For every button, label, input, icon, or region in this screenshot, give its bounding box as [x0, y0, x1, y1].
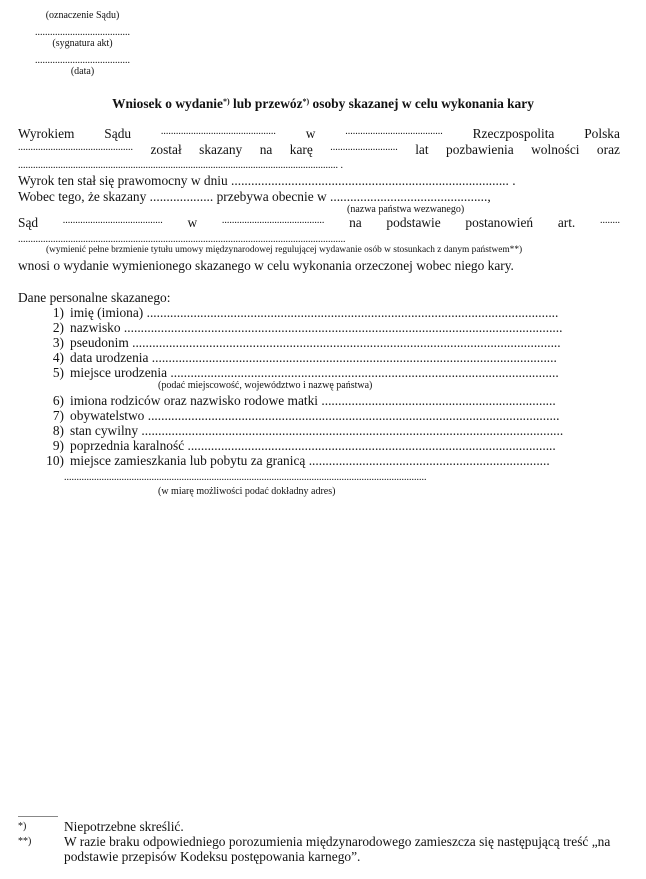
- case-number-label: (sygnatura akt): [52, 38, 113, 49]
- convicted-person-field[interactable]: ..............................................: [18, 142, 133, 153]
- item-label: poprzednia karalność ..............................................................................................................: [70, 438, 556, 453]
- date-field[interactable]: ......................................: [35, 55, 130, 66]
- current-location-line[interactable]: Wobec tego, że skazany ................... przebywa obecnie w ...............................................,: [18, 189, 491, 204]
- footnote-text-2: W razie braku odpowiedniego porozumienia międzynarodowego zamieszcza się następującą treść „na: [64, 834, 611, 849]
- requested-state-label: (nazwa państwa wezwanego): [347, 204, 465, 215]
- item-number: 10): [46, 453, 64, 468]
- personal-data-item-surname[interactable]: [30, 320, 562, 336]
- personal-data-item-first-name[interactable]: [30, 305, 558, 321]
- text: skazany: [199, 142, 243, 157]
- item-label: data urodzenia .........................................................................................................................: [70, 350, 557, 365]
- residence-address-hint: (w miarę możliwości podać dokładny adres): [158, 486, 336, 497]
- text: karę: [289, 142, 313, 157]
- text: art.: [557, 215, 576, 230]
- item-number: 1): [52, 305, 64, 320]
- text: został: [150, 142, 182, 157]
- item-number: 4): [52, 350, 64, 365]
- treaty-title-label: (wymienić pełne brzmienie tytułu umowy międzynarodowej regulującej wydawanie osób w stosunkach z danym państwem**): [46, 245, 523, 255]
- text: w: [305, 126, 316, 141]
- item-number: 9): [52, 438, 64, 453]
- title-part-1: Wniosek o wydanie: [112, 96, 223, 111]
- item-label: stan cywilny ..............................................................................................................................: [70, 423, 564, 438]
- item-label: imię (imiona) ...........................................................................................................................: [70, 305, 559, 320]
- text: Polska: [584, 126, 620, 141]
- personal-data-item-marital-status[interactable]: [30, 423, 563, 439]
- article-field[interactable]: ........: [600, 215, 620, 226]
- title-part-3: osoby skazanej w celu wykonania kary: [309, 96, 534, 111]
- request-statement: wnosi o wydanie wymienionego skazanego w celu wykonania orzeczonej wobec niego kary.: [18, 258, 514, 273]
- footnote-text-2-cont: podstawie przepisów Kodeksu postępowania karnego”.: [64, 849, 361, 864]
- additional-sentence-field[interactable]: ................................................................................................................................ .: [18, 160, 343, 171]
- personal-data-item-birth-date[interactable]: [30, 350, 557, 366]
- paragraph-line-6: [18, 215, 620, 231]
- court-city-field[interactable]: .......................................: [345, 126, 443, 137]
- document-title: [0, 96, 646, 112]
- item-label: miejsce urodzenia ....................................................................................................................: [70, 365, 559, 380]
- item-number: 3): [52, 335, 64, 350]
- item-number: 8): [52, 423, 64, 438]
- personal-data-item-birth-place[interactable]: [30, 365, 559, 381]
- text: pozbawienia: [446, 142, 514, 157]
- personal-data-heading: Dane personalne skazanego:: [18, 290, 171, 305]
- footnote-ref: *): [222, 97, 230, 106]
- personal-data-item-criminal-record[interactable]: [30, 438, 556, 454]
- footnote-ref: *): [302, 97, 310, 106]
- text: oraz: [596, 142, 620, 157]
- footnote-divider: [18, 816, 58, 817]
- court-name-field[interactable]: ..............................................: [160, 126, 276, 137]
- text: wolności: [531, 142, 580, 157]
- text: na: [349, 215, 362, 230]
- personal-data-item-alias[interactable]: [30, 335, 561, 351]
- footnote-text-1: Niepotrzebne skreślić.: [64, 819, 184, 834]
- text: Rzeczpospolita: [472, 126, 555, 141]
- text: Sądu: [104, 126, 132, 141]
- item-number: 7): [52, 408, 64, 423]
- sentence-years-field[interactable]: ...........................: [330, 142, 398, 153]
- text: na: [259, 142, 273, 157]
- personal-data-item-residence-abroad[interactable]: [30, 453, 550, 469]
- item-number: 2): [52, 320, 64, 335]
- footnote-mark-2: **): [18, 836, 32, 847]
- item-label: nazwisko ...................................................................................................................................: [70, 320, 563, 335]
- treaty-title-field[interactable]: ...................................................................................................................................: [18, 234, 346, 245]
- paragraph-line-1: [18, 126, 620, 142]
- personal-data-item-parents[interactable]: [30, 393, 556, 409]
- text: postanowień: [465, 215, 534, 230]
- paragraph-line-2: [18, 142, 620, 158]
- birth-place-hint: (podać miejscowość, województwo i nazwę państwa): [158, 380, 373, 391]
- text: Wyrokiem: [18, 126, 75, 141]
- text: w: [187, 215, 198, 230]
- item-label: pseudonim ................................................................................................................................: [70, 335, 561, 350]
- item-number: 6): [52, 393, 64, 408]
- court-designation-label: (oznaczenie Sądu): [45, 10, 120, 21]
- case-number-field[interactable]: ......................................: [35, 27, 130, 38]
- text: Sąd: [18, 215, 39, 230]
- item-label: obywatelstwo ...........................................................................................................................: [70, 408, 560, 423]
- date-label: (data): [70, 66, 95, 77]
- item-label: imiona rodziców oraz nazwisko rodowe matki ......................................................................: [70, 393, 556, 408]
- residence-address-field[interactable]: .................................................................................................................................................: [64, 472, 427, 483]
- footnote-mark-1: *): [18, 821, 27, 832]
- text: podstawie: [386, 215, 441, 230]
- final-judgment-date-line[interactable]: Wyrok ten stał się prawomocny w dniu ................................................................................... .: [18, 173, 516, 188]
- item-number: 5): [52, 365, 64, 380]
- title-part-2: lub przewóz: [229, 96, 303, 111]
- text: lat: [415, 142, 429, 157]
- requesting-court-field[interactable]: ........................................: [62, 215, 163, 226]
- requesting-court-city-field[interactable]: .........................................: [221, 215, 325, 226]
- personal-data-item-citizenship[interactable]: [30, 408, 560, 424]
- item-label: miejsce zamieszkania lub pobytu za granicą ........................................................................: [70, 453, 550, 468]
